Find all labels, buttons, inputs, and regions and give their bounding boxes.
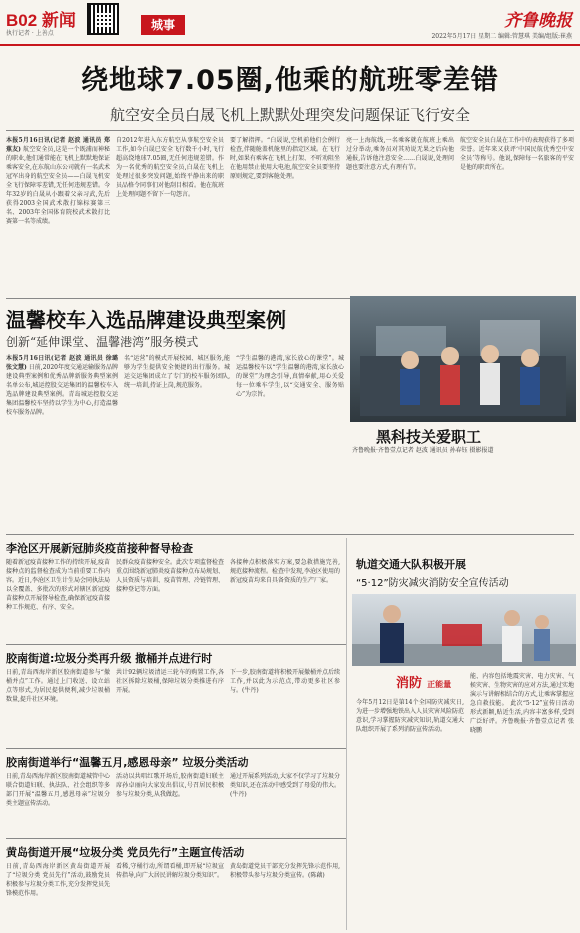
metro-subtitle: “5·12”防灾减灾消防安全宣传活动: [356, 578, 509, 589]
huangdao-col-3: 黄岛街道党员干部充分发挥先锋示范作用,积极带头参与垃圾分类宣传。(陈藕): [230, 863, 340, 879]
licun-col-2: 民群众疫苗接种安全。此次专项监督检查重点围绕新冠肺炎疫苗接种点布局规划、人员资质与培训、疫苗管理、冷链管理、接种登记等方面。: [116, 559, 224, 593]
header-editors: 执行记者 · 上善点: [6, 30, 54, 37]
huangdao-col-1: 日前,青岛西海岸新区黄岛街道开展了“垃圾分类 党员先行”活动,鼓励党员积极参与垃圾分类工作,充分发挥党员先锋模范作用。: [6, 863, 110, 897]
divider: [6, 534, 574, 535]
jiaonan-col-1: 日前,青岛西海岸新区胶南街道参与“撤桶并点”工作。通过上门收送、设立站点等形式,为居民提供便利,减少垃圾桶数量,提升社区环境。: [6, 669, 110, 703]
page-header: [0, 0, 580, 46]
divider: [6, 130, 574, 131]
metro-title: 轨道交通大队积极开展: [356, 558, 466, 571]
school-bus-photo: [350, 296, 576, 422]
dateline: 2022年5月17日 星期二 编辑:管慧琪 美编/组版:崔燕: [431, 33, 572, 40]
licun-col-1: 随着新冠疫苗接种工作的持续开展,疫苗接种点的监督检查成为当前重要工作内容。近日,李沧区卫生计生局会同执法局以全覆盖、多批次的形式对辖区新冠疫苗接种点开展督导检查,确保新冠疫苗接种工作规范、有序、安全。: [6, 559, 110, 611]
metro-col-2: 能、内容包括地震灾害、电力灾害、气候灾害、生物灾害的应对方法,通过实地演示与讲解相结合的方式,让乘客掌握应急自救技能。 此次“5·12”宣传日活动形式新颖,贴近生活,内容丰富多样,受到广泛好评。齐鲁晚报·齐鲁壹点记者 张晓鹏: [470, 673, 574, 734]
column-divider: [346, 538, 347, 930]
huangdao-col-2: 看稀,守桶行动,所谓看桶,即开展“垃圾宣传指导,向广大居民讲解垃圾分类知识”。: [116, 863, 224, 879]
may-col-1: 日前,青岛西海岸新区胶南街道城管中心联合街道妇联、执法队、社会组织等多部门开展“温馨五月,感恩母亲”垃圾分类主题宣传活动。: [6, 773, 110, 807]
section-tag: 城事: [141, 15, 185, 35]
lead-byline: 本报5月16日讯(记者 赵波 通讯员 郑蕉友) 航空安全员,这是一个既浦而神秘的职业,他们通常能在飞机上默默地保证乘客安全,在东航山东公司就有一名武术冠军出身的航空安全员——白晟飞机安全飞行保障零差错,无任何违规差错。今年32岁的白晟从小跟着父亲习武,先后获得2003全国武术散打锦标赛第三名、2003年全国体育院校武术散打比赛第一名等成绩。: [6, 137, 110, 225]
school-bus-col-3: “学生温馨的港湾,家长放心的课堂”。城运温馨校车以“学生温馨的港湾,家长放心的课堂”为理念引导,真情奉献,用心关爱每一位乘车学生,以“交通安全、服务贴心”为宗旨。: [236, 355, 344, 398]
lead-col-5: 航空安全员白晟在工作中的表现获得了多项荣誉。近年来又获评‘中国民航优秀空中安全员’等称号。他说,保障每一名旅客的平安是他的职责所在。: [460, 137, 574, 171]
school-bus-title: 温馨校车入选品牌建设典型案例: [6, 308, 286, 332]
may-title: 胶南街道举行“温馨五月,感恩母亲” 垃圾分类活动: [6, 756, 249, 769]
page-code: B02 新闻: [6, 11, 76, 30]
fire-badge: [396, 672, 476, 694]
lead-title: 绕地球7.05圈,他乘的航班零差错: [81, 65, 499, 96]
fire-badge-text: 消防: [396, 676, 423, 691]
award-title: 黑科技关爱职工: [376, 428, 482, 446]
jiaonan-col-2: 共计92辆垃圾清运三轮车的购置工作,各社区拆除垃圾桶,保障垃圾分类推进有序开展。: [116, 669, 224, 694]
may-col-3: 通过开展系列活动,大家不仅学习了垃圾分类知识,还在活动中感受到了母爱的伟大。(牛丹): [230, 773, 340, 798]
divider: [6, 838, 346, 839]
lead-col-2: 自2012年进入东方航空从事航空安全员工作,如今白晟已安全飞行数千小时,飞行超高绕地球7.05圈,无任何违规差错。作为一名优秀的航空安全员,白晟在飞机上处理过很多突发问题,始终平静出来的职员品格令同事们对他刮目相看。他在航班上处理问题不留下一句怨言。: [116, 137, 224, 198]
metro-photo: [352, 594, 576, 666]
qr-code-icon: [87, 3, 119, 35]
school-bus-subtitle: 创新“延伸课堂、温馨港湾”服务模式: [6, 335, 199, 349]
jiaonan-title: 胶南街道:垃圾分类再升级 撤桶并点进行时: [6, 652, 213, 665]
school-bus-col-2: 名“运营”的模式开展校园、城区服务,能够为学生提供安全便捷的出行服务。城运交运集团成立了专门的校车服务团队,统一培训,持证上岗,规范服务。: [124, 355, 230, 389]
divider: [6, 748, 346, 749]
award-caption: 齐鲁晚报·齐鲁壹点记者 赵波 通讯员 孙春钰 摄影报道: [352, 447, 494, 454]
divider: [6, 644, 346, 645]
lead-subtitle: 航空安全员白晟飞机上默默处理突发问题保证飞行安全: [109, 106, 470, 124]
huangdao-title: 黄岛街道开展“垃圾分类 党员先行”主题宣传活动: [6, 846, 245, 859]
fire-badge-sub: 正能量: [427, 679, 452, 689]
lead-col-3: 要了解指挥。“白晟说,空机前他们会例行检查,伴随舱盖机舱里的指定区域。在飞行时,如果有乘客在飞机上打架、不听劝阻坐在他用禁止使用大电池,航空安全员要坚持原则规定,要到客舱处理。: [230, 137, 340, 180]
school-bus-col-1: 本报5月16日讯(记者 赵波 通讯员 徐璐 张文慧) 日前,2020年度交通运输服务品牌建设典型案例和优秀品牌新服务典型案例名单公布,城运控股交运集团的温馨校车入选品牌建设典型案例。青岛城运控股交运集团温馨校车坚持以学生为中心,打造温馨校车服务品牌。: [6, 355, 118, 416]
licun-col-3: 各接种点积极落实方案,要急救措施完善,规范接种流程。检查中发现,李沧区使用的新冠疫苗均来自具备资质的生产厂家。: [230, 559, 340, 584]
metro-col-1: 今年5月12日是第14个全国防灾减灾日,为进一步增强地铁出入人员灾害风险防范意识,学习掌握防灾减灾知识,轨道交通大队组织开展了系列消防宣传活动。: [356, 699, 464, 733]
jiaonan-col-3: 下一步,胶南街道将积极开展撤桶并点后续工作,并以此为示范点,带动更多社区参与。(牛丹): [230, 669, 340, 694]
lead-col-4: 亮一上海航线,一名乘客就在航班上乘出过分举动,乘务员对其劝说无果之后向他通报,告诉他注意安全……白晟说,处理问题也要注意方式,有理有节。: [346, 137, 454, 171]
brand-logo: 齐鲁晚报: [504, 11, 572, 31]
licun-title: 李沧区开展新冠肺炎疫苗接种督导检查: [6, 542, 193, 555]
may-col-2: 活动以共唱红歌开场后,胶南街道妇联主席孙卓丽向大家发出倡议,号召居民积极参与垃圾分类,从我做起。: [116, 773, 224, 798]
